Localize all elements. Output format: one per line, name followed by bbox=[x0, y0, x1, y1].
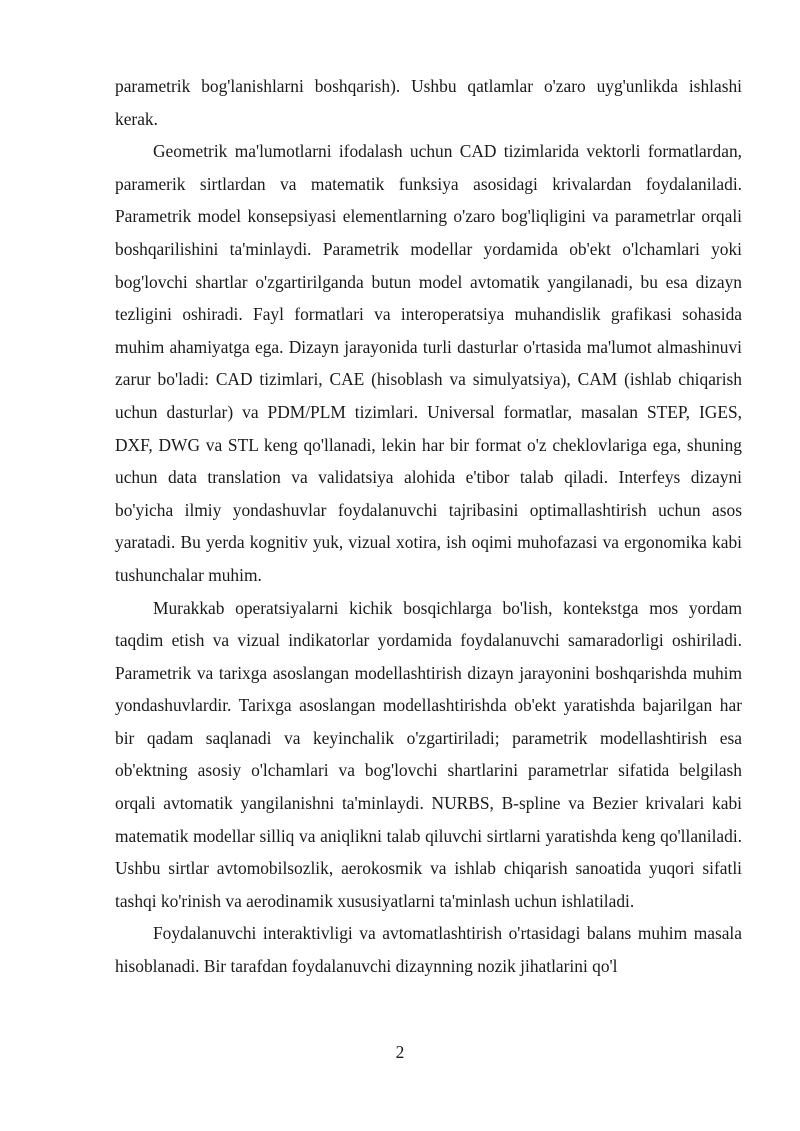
paragraph-interactivity: Foydalanuvchi interaktivligi va avtomatlashtirish o'rtasidagi balans muhim masala hisoblanadi. Bir tarafdan foydalanuvchi dizaynning nozik jihatlarini qo'l bbox=[115, 923, 742, 977]
page-number: 2 bbox=[395, 1042, 405, 1062]
paragraph-continuation: parametrik bog'lanishlarni boshqarish). Ushbu qatlamlar o'zaro uyg'unlikda ishlashi kerak. bbox=[115, 76, 742, 129]
paragraph-complex-operations: Murakkab operatsiyalarni kichik bosqichlarga bo'lish, kontekstga mos yordam taqdim etish va vizual indikatorlar yordamida foydalanuvchi samaradorligi oshiriladi. Parametrik va tarixga asoslangan modellashtirish dizayn jarayonini boshqarishda muhim yondashuvlardir. Tarixga asoslangan modellashtirishda ob'ekt yaratishda bajarilgan har bir qadam saqlanadi va keyinchalik o'zgartiriladi; parametrik modellashtirish esa ob'ektning asosiy o'lchamlari va bog'lovchi shartlarini parametrlar sifatida belgilash orqali avtomatik yangilanishni ta'minlaydi. NURBS, B-spline va Bezier krivalari kabi matematik modellar silliq va aniqlikni talab qiluvchi sirtlarni yaratishda keng qo'llaniladi. Ushbu sirtlar avtomobilsozlik, aerokosmik va ishlab chiqarish sanoatida yuqori sifatli tashqi ko'rinish va aerodinamik xususiyatlarni ta'minlash uchun ishlatiladi. bbox=[115, 597, 742, 911]
document-page bbox=[115, 70, 742, 983]
paragraph-geometric-data: Geometrik ma'lumotlarni ifodalash uchun CAD tizimlarida vektorli formatlardan, paramerik sirtlardan va matematik funksiya asosidagi krivalardan foydalaniladi. Parametrik model konsepsiyasi elementlarning o'zaro bog'liqligini va parametrlar orqali boshqarilishini ta'minlaydi. Parametrik modellar yordamida ob'ekt o'lchamlari yoki bog'lovchi shartlar o'zgartirilganda butun model avtomatik yangilanadi, bu esa dizayn tezligini oshiradi. Fayl formatlari va interoperatsiya muhandislik grafikasi sohasida muhim ahamiyatga ega. Dizayn jarayonida turli dasturlar o'rtasida ma'lumot almashinuvi zarur bo'ladi: CAD tizimlari, CAE (hisoblash va simulyatsiya), CAM (ishlab chiqarish uchun dasturlar) va PDM/PLM tizimlari. Universal formatlar, masalan STEP, IGES, DXF, DWG va STL keng qo'llanadi, lekin har bir format o'z cheklovlariga ega, shuning uchun data translation va validatsiya alohida e'tibor talab qiladi. Interfeys dizayni bo'yicha ilmiy yondashuvlar foydalanuvchi tajribasini optimallashtirish uchun asos yaratadi. Bu yerda kognitiv yuk, vizual xotira, ish oqimi muhofazasi va ergonomika kabi tushunchalar muhim. bbox=[115, 141, 742, 585]
